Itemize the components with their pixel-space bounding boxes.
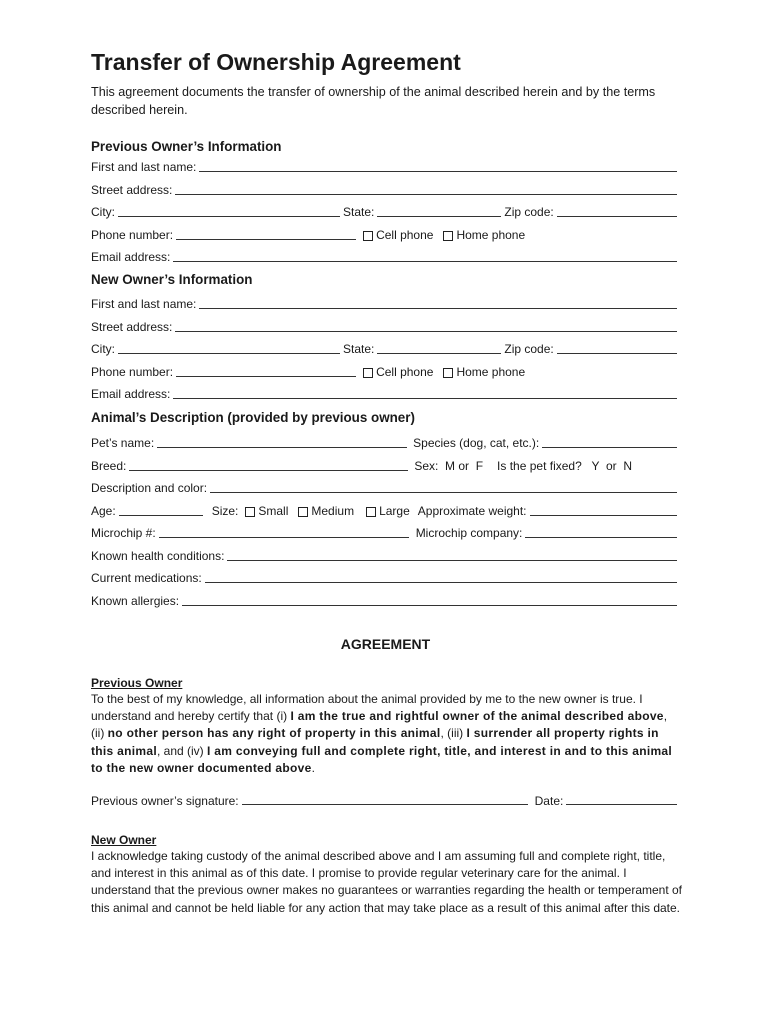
age-size-row	[91, 496, 680, 519]
prev-city-label: City:	[91, 205, 115, 219]
description-field[interactable]	[210, 481, 677, 493]
age-label: Age:	[91, 503, 116, 518]
prev-email-label: Email address:	[91, 250, 171, 264]
new-email-label: Email address:	[91, 387, 171, 401]
new-state-label: State:	[343, 342, 375, 356]
signature-label: Previous owner’s signature:	[91, 793, 239, 808]
new-city-row	[91, 335, 680, 358]
previous-owner-heading: Previous Owner’s Information	[91, 139, 282, 154]
new-street-label: Street address:	[91, 319, 173, 334]
new-street-row	[91, 312, 680, 335]
intro-text: This agreement documents the transfer of ownership of the animal described herein and by the terms described herein.	[91, 85, 656, 117]
prev-street-label: Street address:	[91, 182, 173, 197]
size-large-checkbox[interactable]	[366, 507, 376, 517]
new-owner-heading: New Owner’s Information	[91, 272, 253, 287]
prev-cell-label: Cell phone	[376, 227, 434, 242]
prev-email-field[interactable]	[173, 250, 677, 262]
new-email-row	[91, 380, 680, 403]
previous-owner-subheading: Previous Owner	[91, 675, 183, 690]
new-home-label: Home phone	[456, 364, 526, 379]
prev-name-label: First and last name:	[91, 160, 197, 174]
medications-field[interactable]	[205, 571, 677, 583]
signature-row	[91, 792, 680, 808]
medications-label: Current medications:	[91, 571, 202, 585]
prev-street-field[interactable]	[175, 183, 677, 195]
health-label: Known health conditions:	[91, 548, 225, 563]
size-large-label: Large	[379, 503, 410, 518]
size-small-label: Small	[258, 503, 289, 518]
prev-phone-row	[91, 220, 680, 243]
prev-home-checkbox[interactable]	[443, 231, 453, 241]
sex-text: Sex: M or F	[414, 458, 484, 473]
new-home-checkbox[interactable]	[443, 368, 453, 378]
species-label: Species (dog, cat, etc.):	[413, 436, 540, 450]
breed-label: Breed:	[91, 458, 127, 473]
prev-home-label: Home phone	[456, 227, 526, 242]
prev-phone-label: Phone number:	[91, 227, 174, 242]
new-name-field[interactable]	[199, 297, 677, 309]
pet-name-label: Pet’s name:	[91, 436, 155, 450]
size-small-checkbox[interactable]	[245, 507, 255, 517]
new-owner-paragraph: I acknowledge taking custody of the animal described above and I am assuming full and complete right, title, and interest in this animal as of this date. I promise to provide regular veterinary care for the animal. I understand that the previous owner makes no guarantees or warranties regarding the health or temperament of this animal and cannot be held liable for any action that may take place as a result of this animal after this date.	[91, 848, 683, 915]
new-city-label: City:	[91, 342, 115, 356]
new-phone-row	[91, 357, 680, 380]
prev-email-row	[91, 243, 680, 266]
weight-label: Approximate weight:	[417, 503, 527, 518]
prev-phone-field[interactable]	[176, 228, 356, 240]
size-label: Size:	[211, 503, 239, 518]
new-phone-label: Phone number:	[91, 364, 174, 379]
new-zip-label: Zip code:	[504, 342, 554, 356]
prev-cell-checkbox[interactable]	[363, 231, 373, 241]
breed-row	[91, 451, 680, 474]
prev-zip-label: Zip code:	[504, 205, 554, 219]
new-email-field[interactable]	[173, 387, 677, 399]
new-phone-field[interactable]	[176, 365, 356, 377]
prev-name-row	[91, 155, 680, 175]
pet-name-row	[91, 426, 680, 451]
description-row	[91, 474, 680, 497]
new-owner-subheading: New Owner	[91, 832, 157, 847]
pet-name-field[interactable]	[157, 436, 407, 448]
new-name-row	[91, 288, 680, 312]
previous-owner-paragraph: To the best of my knowledge, all information about the animal provided by me to the new owner is true. I understand and hereby certify that (i) I am the true and rightful owner of the animal described above, (ii) no other person has any right of property in this animal, (iii) I surrender all property rights in this animal, and (iv) I am conveying full and complete right, title, and interest in and to this animal to the new owner documented above.	[91, 691, 673, 776]
prev-zip-field[interactable]	[557, 205, 677, 217]
new-zip-field[interactable]	[557, 342, 677, 354]
new-cell-checkbox[interactable]	[363, 368, 373, 378]
age-field[interactable]	[119, 504, 203, 516]
agreement-title: AGREEMENT	[340, 635, 431, 652]
prev-street-row	[91, 175, 680, 198]
allergies-row	[91, 586, 680, 609]
breed-field[interactable]	[129, 459, 408, 471]
certify-clause-2: no other person has any right of property in this animal	[107, 726, 441, 741]
page-title: Transfer of Ownership Agreement	[91, 49, 461, 75]
new-cell-label: Cell phone	[376, 364, 434, 379]
prev-state-field[interactable]	[377, 205, 501, 217]
allergies-field[interactable]	[182, 594, 677, 606]
certify-clause-1: I am the true and rightful owner of the animal described above	[290, 708, 664, 723]
prev-city-field[interactable]	[118, 205, 340, 217]
new-name-label: First and last name:	[91, 297, 197, 311]
animal-heading: Animal’s Description (provided by previous owner)	[91, 410, 415, 425]
microchip-field[interactable]	[159, 526, 409, 538]
medications-row	[91, 564, 680, 587]
allergies-label: Known allergies:	[91, 593, 180, 608]
microchip-label: Microchip #:	[91, 526, 156, 540]
description-label: Description and color:	[91, 481, 208, 495]
date-label: Date:	[534, 793, 564, 808]
species-field[interactable]	[542, 436, 677, 448]
health-row	[91, 541, 680, 564]
health-field[interactable]	[227, 549, 677, 561]
signature-field[interactable]	[242, 793, 528, 805]
microchip-company-field[interactable]	[525, 526, 677, 538]
weight-field[interactable]	[530, 504, 677, 516]
new-state-field[interactable]	[377, 342, 501, 354]
certify-clause-4: I am conveying full and complete right, title, and interest in and to this animal to the new owner documented above	[91, 743, 673, 776]
new-street-field[interactable]	[175, 320, 677, 332]
microchip-company-label: Microchip company:	[415, 526, 523, 540]
prev-state-label: State:	[343, 205, 375, 219]
prev-name-field[interactable]	[199, 160, 677, 172]
new-city-field[interactable]	[118, 342, 340, 354]
prev-city-row	[91, 198, 680, 221]
size-medium-label: Medium	[311, 503, 355, 518]
size-medium-checkbox[interactable]	[298, 507, 308, 517]
microchip-row	[91, 519, 680, 542]
date-field[interactable]	[566, 793, 677, 805]
fixed-text: Is the pet fixed? Y or N	[497, 458, 633, 473]
certify-clause-3: I surrender all property rights in this animal	[91, 726, 659, 758]
